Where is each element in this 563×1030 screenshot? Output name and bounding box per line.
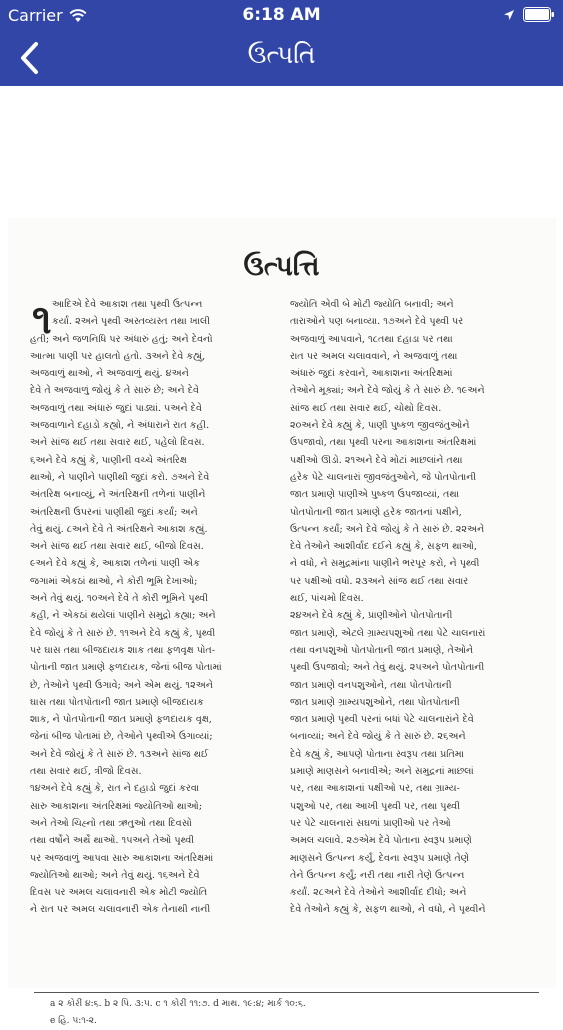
chapter-number: ૧ [32,296,52,343]
text-line: દેવે તેઓને આશીર્વાદ દઈને કહ્યું કે, સફળ થાઓ, [290,541,478,553]
text-line: પર ઘાસ તથા બીજદાયક શાક તથા ફળવૃક્ષ પોત- [30,644,215,656]
text-line: ઉત્પન્ન કર્યાં; અને દેવે જોયું કે તે સારું છે. ૨૨અને [290,523,485,535]
text-line: તથા વર્ષોને અર્થે થાઓ. ૧૫અને તેઓ પૃથ્વી [30,835,195,847]
text-line: અને દેવે જોયું કે તે સારું છે. ૧૩અને સાંજ થઈ [30,748,209,760]
text-line: પર અજવાળું આપવા સારુ આકાશના અંતરિક્ષમાં [30,852,214,864]
text-line: દિવસ પર અમલ ચલાવનારી એક મોટી જ્યોતિ [30,887,208,899]
text-line: તેને ઉત્પન્ન કર્યું; નરી તથા નારી તેણે ઉત્પન્ન [290,869,465,881]
chapter-title: ઉત્પત્તિ [243,251,320,282]
text-line: માણસને ઉત્પન્ન કર્યું, દેવના સ્વરૂપ પ્રમાણે તેણે [290,852,470,864]
text-line: તથા વનપશુઓ પોતપોતાની જાત પ્રમાણે, તેઓને [290,644,474,656]
nav-bar [0,30,563,86]
scripture-page[interactable] [0,86,563,1026]
text-line: ઉપજાવો, તથા પૃથ્વી પરના આકાશના અંતરિક્ષમાં [290,437,477,449]
text-line: પર, તથા આકાશનાં પક્ષીઓ પર, તથા ગ્રામ્ય- [290,783,460,795]
text-line: પોતપોતાની જાત પ્રમાણે હરેક જાતનાં પક્ષીને, [290,506,462,518]
text-line: જ્યોતિઓ થાઓ; અને તેવું થયું. ૧૬અને દેવે [30,869,200,881]
battery-icon [523,7,555,22]
text-line: પ્રમાણે માણસને બનાવીએ; અને સમુદ્રનાં માછલાં [290,766,474,778]
footnote-divider [34,992,539,993]
text-line: અંધારું જુદાં કરવાને, આકાશના અંતરિક્ષમાં [290,368,453,380]
text-line: થઈ, પાંચમો દિવસ. [290,593,364,605]
text-line: ૨૪અને દેવે કહ્યું કે, પ્રાણીઓને પોતપોતાની [290,610,453,622]
text-line: અંતરિક્ષ બનાવ્યું, ને અંતરિક્ષની તળેનાં પાણીને [30,489,206,501]
text-line: જેનાં બીજ પોતામાં છે, તેઓને પૃથ્વીએ ઉગાવ્યાં; [30,731,213,743]
text-line: પશુઓ પર, તથા આખી પૃથ્વી પર, તથા પૃથ્વી [290,800,460,812]
text-line: શાક, ને પોતપોતાની જાત પ્રમાણે ફળદાયક વૃક્ષ, [30,714,212,726]
text-line: તેવું થયું. ૮અને દેવે તે અંતરિક્ષને આકાશ કહ્યું. [30,523,208,535]
text-line: અંતરિક્ષની ઉપરનાં પાણીથી જુદાં કર્યાં; અને [30,506,198,518]
location-arrow-icon [503,9,515,21]
text-line: પોતાની જાત પ્રમાણે ફળદાયક, જેનાં બીજ પોતામાં [30,662,222,674]
text-line: થાઓ, ને પાણીને પાણીથી જુદાં કરો. ૭અને દેવે [30,471,210,483]
text-line: અમલ ચલાવે. ૨૭એમ દેવે પોતાના સ્વરૂપ પ્રમાણે [290,835,472,847]
text-line: જાત પ્રમાણે પૃથ્વી પરનાં બધાં પેટે ચાલનારાંને દેવે [290,714,474,726]
text-line: ઘાસ તથા પોતપોતાની જાત પ્રમાણે બીજદાયક [30,696,204,708]
text-line: પર પક્ષીઓ વધો. ૨૩અને સાંજ થઈ તથા સવાર [290,575,469,587]
text-line: જ્યોતિ એવી બે મોટી જ્યોતિ બનાવી; અને [290,299,454,310]
text-line: તારાઓને પણ બનાવ્યા. ૧૭અને દેવે પૃથ્વી પર [290,316,464,328]
text-line: તેઓને મૂક્યાં; અને દેવે જોયું કે તે સારું છે. ૧૯અને [290,385,485,397]
text-line: સારુ આકાશના અંતરિક્ષમાં જ્યોતિઓ થાઓ; [30,800,203,812]
status-bar [0,0,563,30]
footnote-line: e હિ. ૫:૧-૨. [50,1016,97,1026]
text-line: જગામાં એકઠાં થાઓ, ને કોરી ભૂમિ દેખાઓ; [30,575,198,587]
text-line: પૃથ્વી ઉપજાવો; અને તેવું થયું. ૨૫અને પોતપોતાની [290,662,485,674]
text-line: તથા સવાર થઈ, ત્રીજો દિવસ. [30,766,142,778]
text-line: ૬અને દેવે કહ્યું કે, પાણીની વચ્ચે અંતરિક્ષ [30,454,187,466]
nav-title: ઉત્પતિ [247,40,316,69]
text-line: અજવાળું તથા અંધારું જુદાં પાડ્યાં. ૫અને દેવે [30,402,203,414]
text-line: અને તેવું થયું. ૧૦અને દેવે તે કોરી ભૂમિને પૃથ્વી [30,593,209,605]
text-line: કર્યા. ૨અને પૃથ્વી અસ્તવ્યસ્ત તથા ખાલી [52,316,211,328]
text-line: ૯અને દેવે કહ્યું કે, આકાશ તળેનાં પાણી એક [30,558,200,570]
text-line: જાત પ્રમાણે પાણીએ પુષ્કળ ઉપજાવ્યાં, તથા [290,489,460,501]
text-line: હતી; અને જળનિધિ પર અંધારું હતું; અને દેવનો [30,333,213,345]
text-line: અને સાંજ થઈ તથા સવાર થઈ, પહેલો દિવસ. [30,437,205,449]
text-line: જાત પ્રમાણે વનપશુઓને, તથા પોતપોતાની [290,679,452,691]
top-bar [0,0,563,86]
text-line: સાંજ થઈ તથા સવાર થઈ, ચોથો દિવસ. [290,402,442,414]
text-line: ૧૪અને દેવે કહ્યું કે, રાત ને દહાડો જુદાં કરવા [30,783,200,795]
text-line: દેવે તે અજવાળું જોયું કે તે સારું છે; અને દેવે [30,385,200,397]
text-line: પક્ષીઓ ઊડો. ૨૧અને દેવે મોટાં માછલાંને તથા [290,454,463,466]
footnote-line: a ૨ કોરીં ૪:૬. b ૨ પિ. ૩:૫. c ૧ કોરીં ૧૧:૭. d માથ. ૧૯:૪; માર્ક ૧૦:૬. [50,999,306,1009]
text-line: આદિએ દેવે આકાશ તથા પૃથ્વી ઉત્પન્ન [52,299,203,310]
text-line: અને સાંજ થઈ તથા સવાર થઈ, બીજો દિવસ. [30,541,204,553]
text-column-right [290,296,542,919]
carrier-name: Carrier [8,6,63,25]
text-line: પર પેટે ચાલનારાં સઘળાં પ્રાણીઓ પર તેઓ [290,817,451,829]
text-column-left [30,296,282,919]
status-time: 6:18 AM [242,5,321,25]
text-line: દેવે તેઓને કહ્યું કે, સફળ થાઓ, ને વધો, ને પૃથ્વીને [290,904,486,916]
text-line: કર્યાં. ૨૮અને દેવે તેઓને આશીર્વાદ દીધો; અને [290,887,467,899]
text-line: દેવે જોયું કે તે સારું છે. ૧૧અને દેવે કહ્યું કે, પૃથ્વી [30,627,216,639]
text-line: રાત પર અમલ ચલાવવાને, ને અજવાળું તથા [290,350,458,362]
text-line: જાત પ્રમાણે ગ્રામ્યપશુઓને, તથા પોતપોતાની [290,696,460,708]
text-line: છે, તેઓને પૃથ્વી ઉગાવે; અને એમ થયું. ૧૨અને [30,679,214,691]
text-line: ને વધો, ને સમુદ્રમાંના પાણીને ભરપૂર કરો, ને પૃથ્વી [290,558,480,570]
text-line: આત્મા પાણી પર હાલતો હતો. ૩અને દેવે કહ્યું, [30,350,206,362]
text-line: કહી, ને એકઠાં થયેલાં પાણીને સમુદ્રો કહ્યા; અને [30,610,216,622]
text-line: હરેક પેટે ચાલનારાં જીવજંતુઓને, જે પોતપોતાની [290,471,477,483]
text-line: અને તેઓ ચિહ્નો તથા ઋતુઓ તથા દિવસો [30,817,192,829]
text-line: ૨૦અને દેવે કહ્યું કે, પાણી પુષ્કળ જીવજંતુઓને [290,420,470,432]
footnotes [50,996,540,1030]
text-line: બનાવ્યાં; અને દેવે જોયું કે તે સારું છે. ૨૬અને [290,731,466,743]
text-line: ને રાત પર અમલ ચલાવનારી એક તેનાથી નાની [30,904,211,916]
status-right [503,7,555,22]
text-line: અજવાળાને દહાડો કહ્યો, ને અંધારાને રાત કહી. [30,420,210,432]
text-line: જાત પ્રમાણે, એટલે ગ્રામ્યપશુઓ તથા પેટે ચાલનારાં [290,627,486,639]
text-line: દેવે કહ્યું કે, આપણે પોતાના સ્વરૂપ તથા પ્રતિમા [290,748,464,760]
text-line: અજવાળું આપવાને, ૧૮તથા દહાડા પર તથા [290,333,453,345]
text-line: અજવાળું થાઓ, ને અજવાળું થયું. ૪અને [30,368,189,380]
